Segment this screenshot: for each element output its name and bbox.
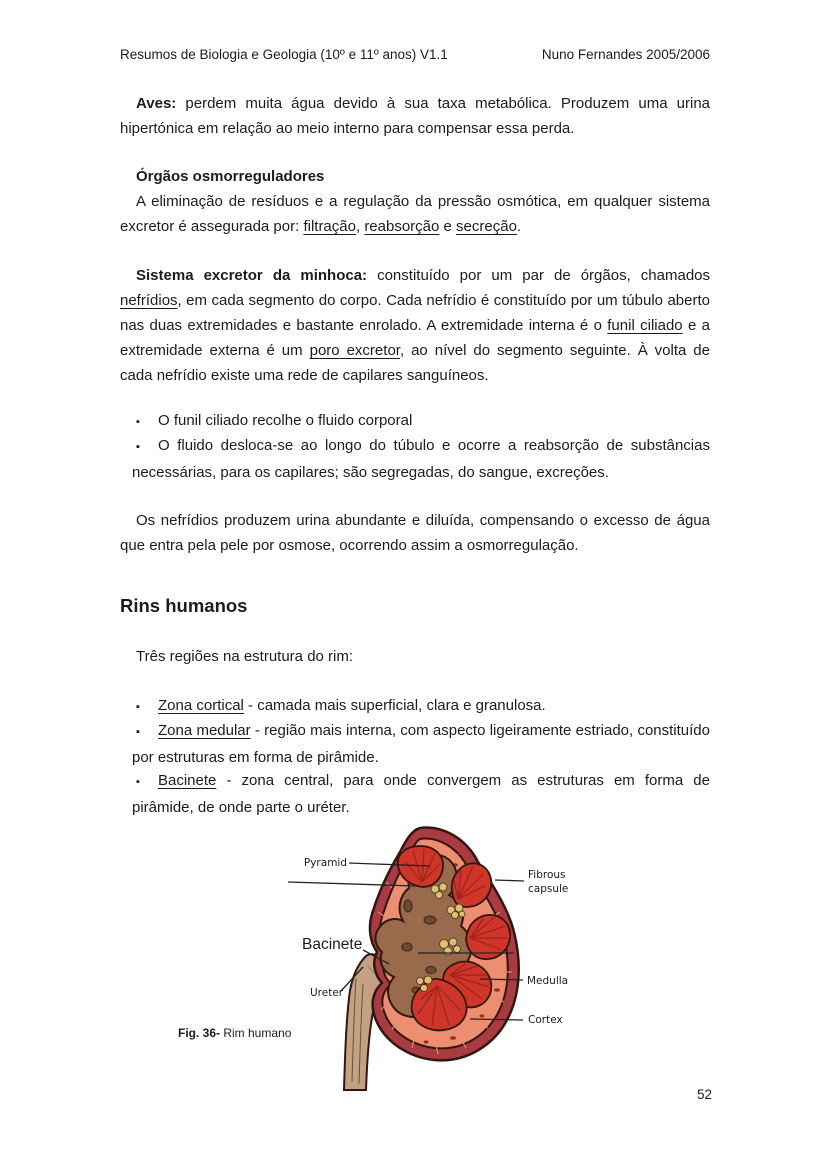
paragraph-lead: Sistema excretor da minhoca: <box>136 267 368 284</box>
text-run: perdem muita água devido à sua taxa metabólica. Produzem uma urina hipertónica em relação ao meio interno para compensar essa perda. <box>120 95 710 137</box>
list-item-text: - zona central, para onde convergem as estruturas em forma de pirâmide, de onde parte o uréter. <box>132 772 710 816</box>
paragraph-nefridios: Os nefrídios produzem urina abundante e diluída, compensando o excesso de água que entra pela pele por osmose, ocorrendo assim a osmorregulação. <box>120 512 710 554</box>
figure-caption-number: Fig. 36- <box>178 1026 221 1040</box>
underlined-term: nefrídios <box>120 292 178 309</box>
text-run: , em cada segmento do corpo. Cada nefrídio é constituído por um túbulo aberto nas duas extremidades e bastante enrolado. A extremidade interna é o <box>120 292 710 334</box>
list-item <box>120 768 710 820</box>
text-run: e a extremidade externa é um <box>120 317 710 359</box>
paragraph-minhoca <box>120 263 710 388</box>
list-item <box>120 693 710 720</box>
label-fibrous-capsule <box>528 868 568 896</box>
subheading-osmorreguladores: Órgãos osmorreguladores <box>136 168 325 185</box>
text-run: , <box>355 218 365 235</box>
paragraph-tres-regioes: Três regiões na estrutura do rim: <box>136 648 354 665</box>
label-medulla: Medulla <box>527 975 569 987</box>
underlined-term: secreção <box>456 218 517 235</box>
figure-caption <box>178 1026 291 1041</box>
figure-kidney <box>170 820 600 1105</box>
label-line: capsule <box>528 883 569 895</box>
underlined-term: reabsorção <box>364 218 440 235</box>
text-run: . <box>516 218 522 235</box>
kidney-illustration <box>170 820 600 1105</box>
underlined-term: Bacinete <box>158 772 217 789</box>
bullet-marker: ▪ <box>136 726 140 738</box>
underlined-term: funil ciliado <box>607 317 683 334</box>
section-title-rins-humanos: Rins humanos <box>120 595 248 616</box>
list-item-text: - região mais interna, com aspecto ligeiramente estriado, constituído por estruturas em forma de pirâmide. <box>132 722 710 766</box>
underlined-term: Zona cortical <box>158 697 244 714</box>
bullet-marker: ▪ <box>136 701 140 713</box>
bullet-marker: ▪ <box>136 416 140 428</box>
label-bacinete: Bacinete <box>302 936 363 953</box>
underlined-term: filtração <box>303 218 356 235</box>
label-ureter: Ureter <box>310 987 344 999</box>
paragraph-aves <box>120 91 710 141</box>
text-run: A eliminação de resíduos e a regulação da pressão osmótica, em qualquer sistema excretor é assegurada por: <box>120 193 710 235</box>
paragraph-lead: Aves: <box>136 95 177 112</box>
figure-caption-text: Rim humano <box>220 1026 292 1040</box>
underlined-term: poro excretor <box>309 342 400 359</box>
text-run: constituído por um par de órgãos, chamados <box>367 267 710 284</box>
list-item-text: - camada mais superficial, clara e granulosa. <box>243 697 546 714</box>
list-item-text: O funil ciliado recolhe o fluido corporal <box>158 412 413 429</box>
list-item-text: O fluido desloca-se ao longo do túbulo e ocorre a reabsorção de substâncias necessárias, para os capilares; são segregadas, do sangue, excreções. <box>132 437 710 481</box>
bullet-marker: ▪ <box>136 441 140 453</box>
list-item <box>120 718 710 770</box>
text-run: e <box>439 218 457 235</box>
header-left: Resumos de Biologia e Geologia (10º e 11º anos) V1.1 <box>120 47 448 62</box>
page-number: 52 <box>696 1087 712 1102</box>
label-line: Fibrous <box>528 869 566 881</box>
text-run: , ao nível do segmento seguinte. À volta de cada nefrídio existe uma rede de capilares sanguíneos. <box>120 342 710 384</box>
underlined-term: Zona medular <box>158 722 251 739</box>
label-cortex: Cortex <box>528 1014 563 1026</box>
header-right: Nuno Fernandes 2005/2006 <box>541 47 710 62</box>
paragraph-eliminacao <box>120 189 710 239</box>
list-item <box>120 433 710 485</box>
label-pyramid: Pyramid <box>303 857 347 869</box>
list-item <box>120 408 710 435</box>
page-header <box>120 46 710 64</box>
bullet-marker: ▪ <box>136 776 140 788</box>
